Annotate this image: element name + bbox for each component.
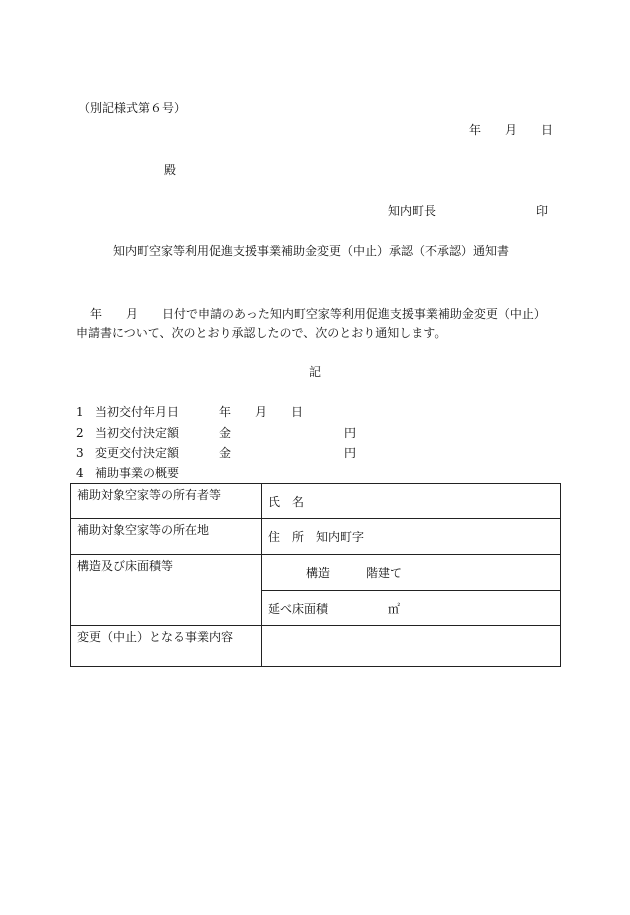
table-row — [71, 519, 561, 555]
item-label: 変更交付決定額 — [95, 446, 180, 460]
item-label: 当初交付年月日 — [95, 405, 180, 419]
item-label: 当初交付決定額 — [95, 426, 180, 440]
item-number: 3 — [76, 446, 84, 460]
ki-heading: 記 — [309, 365, 322, 379]
structure-value: 構造 階建て — [262, 555, 561, 591]
table-row — [71, 626, 561, 667]
location-value: 住 所 知内町字 — [262, 519, 561, 555]
item-unit: 円 — [344, 446, 357, 460]
item-value: 金 — [219, 446, 232, 460]
item-number: 4 — [76, 466, 84, 480]
owner-value: 氏 名 — [262, 484, 561, 519]
structure-label: 構造及び床面積等 — [71, 555, 262, 626]
floor-area-value: 延べ床面積 ㎡ — [262, 591, 561, 626]
location-label: 補助対象空家等の所在地 — [71, 519, 262, 555]
table-row — [71, 484, 561, 519]
body-line-1: 年 月 日付で申請のあった知内町空家等利用促進支援事業補助金変更（中止） — [90, 307, 546, 321]
item-number: 2 — [76, 426, 84, 440]
seal-mark: 印 — [536, 204, 549, 218]
project-summary-table — [70, 483, 561, 667]
item-number: 1 — [76, 405, 84, 419]
change-content-value[interactable] — [262, 626, 561, 667]
change-content-label: 変更（中止）となる事業内容 — [71, 626, 262, 667]
form-number: （別記様式第６号） — [78, 101, 187, 115]
date-line: 年 月 日 — [469, 123, 554, 137]
table-row — [71, 555, 561, 591]
item-unit: 円 — [344, 426, 357, 440]
issuer-name: 知内町長 — [388, 204, 437, 218]
item-label: 補助事業の概要 — [95, 466, 180, 480]
document-title: 知内町空家等利用促進支援事業補助金変更（中止）承認（不承認）通知書 — [113, 244, 510, 258]
owner-label: 補助対象空家等の所有者等 — [71, 484, 262, 519]
body-line-2: 申請書について、次のとおり承認したので、次のとおり通知します。 — [76, 326, 447, 340]
item-value: 金 — [219, 426, 232, 440]
item-value: 年 月 日 — [219, 405, 304, 419]
addressee-suffix: 殿 — [164, 163, 177, 177]
